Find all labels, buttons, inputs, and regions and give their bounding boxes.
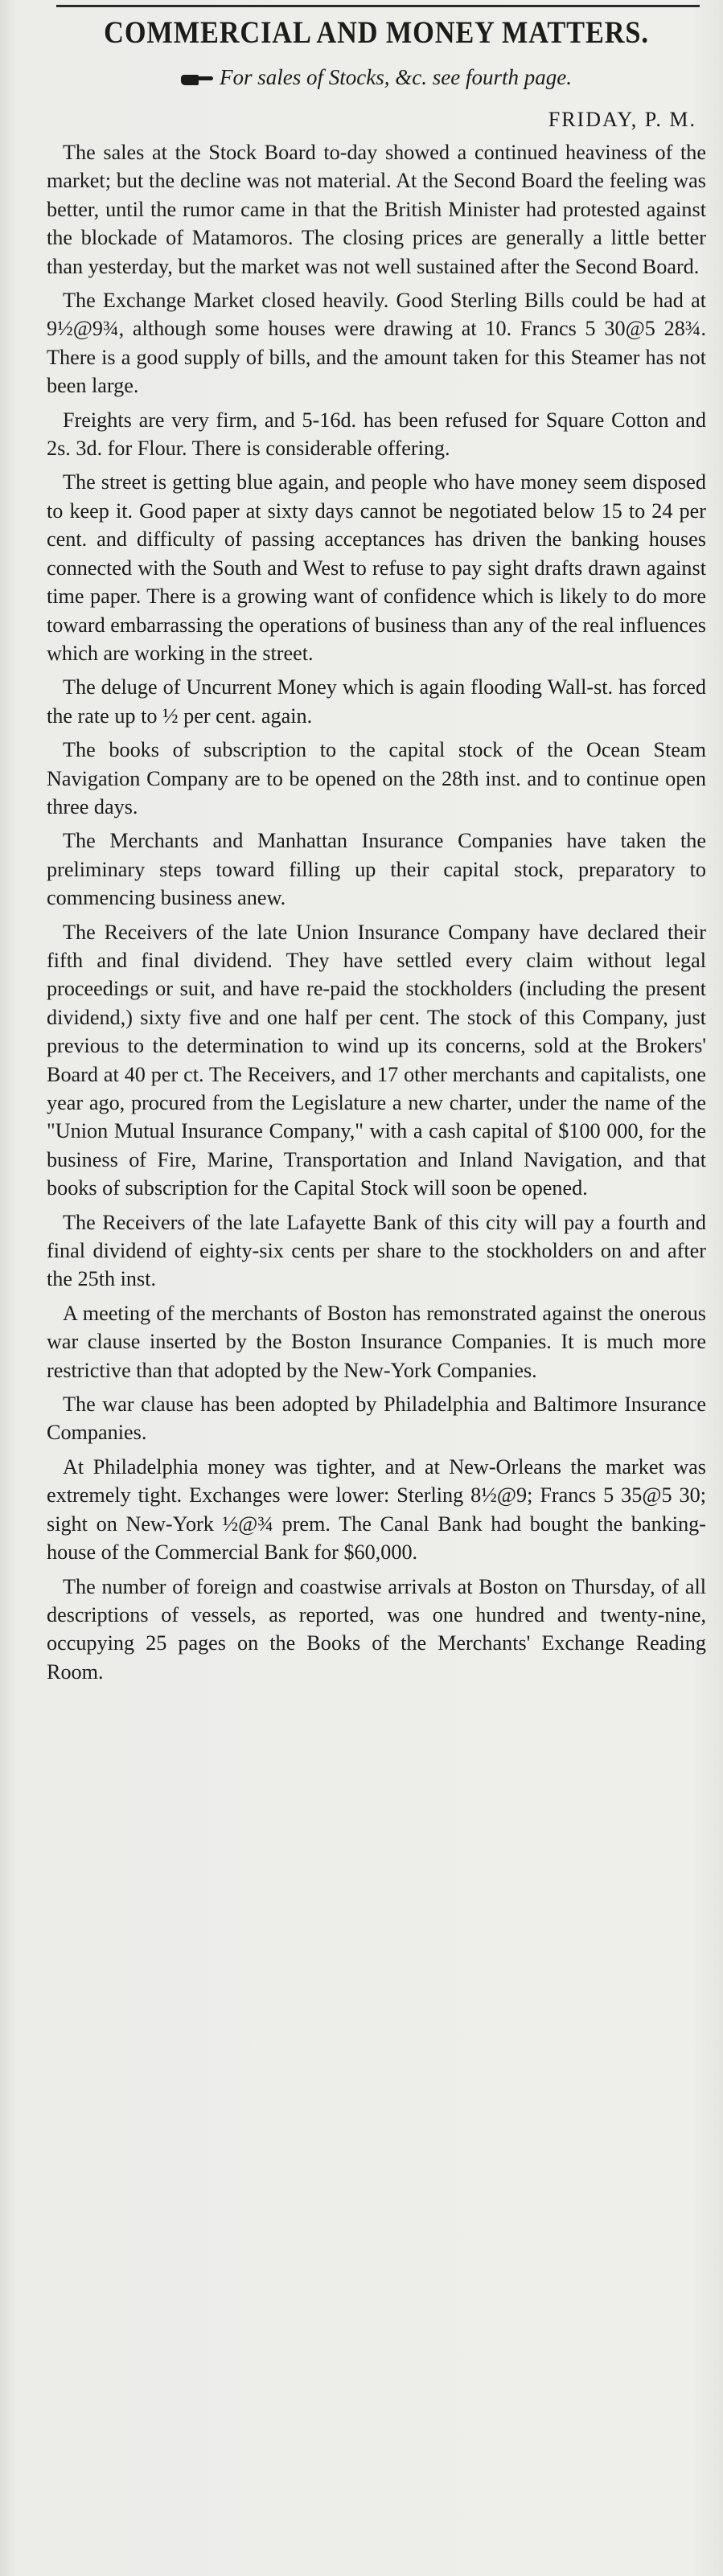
paragraph-war-clause: The war clause has been adopted by Philadelphia and Baltimore Insurance Companies. <box>47 1393 706 1445</box>
paragraph-boston-arrivals: The number of foreign and coastwise arrivals at Boston on Thursday, of all descriptions of vessels, as reported, was one hundred and twenty-nine, occupying 25 pages on the Books of the Merchants' Exchange Reading Room. <box>47 1574 706 1684</box>
reference-text: For sales of Stocks, &c. see fourth page. <box>220 65 572 89</box>
paragraph-merchants-manhattan: The Merchants and Manhattan Insurance Companies have taken the preliminary steps toward filling up their capital stock, preparatory to commencing business anew. <box>47 829 706 910</box>
paragraph-stock-board: The sales at the Stock Board to-day showed a continued heaviness of the market; but the decline was not material. At the Second Board the feeling was better, until the rumor came in that the British Minister had protested against the blockade of Matamoros. The closing prices are generally a little better than yesterday, but the market was not well sustained after the Second Board. <box>47 141 706 278</box>
paragraph-uncurrent-money: The deluge of Uncurrent Money which is again flooding Wall-st. has forced the rate up to ½ per cent. again. <box>47 675 706 728</box>
article-dateline: FRIDAY, P. M. <box>548 108 696 131</box>
article-column <box>47 14 706 1692</box>
article-headline: COMMERCIAL AND MONEY MATTERS. <box>104 15 649 50</box>
paragraph-union-insurance: The Receivers of the late Union Insurance Company have declared their fifth and final dividend. They have settled every claim without legal proceedings or suit, and have re-paid the stockholders (including the present dividend,) sixty five and one half per cent. The stock of this Company, just previous to the determination to wind up its concerns, sold at the Brokers' Board at 40 per ct. The Receivers, and 17 other merchants and capitalists, one year ago, procured from the Legislature a new charter, under the name of the "Union Mutual Insurance Company," with a cash capital of $100 000, for the business of Fire, Marine, Transportation and Inland Navigation, and that books of subscription for the Capital Stock will soon be opened. <box>47 920 706 1200</box>
paragraph-lafayette-bank: The Receivers of the late Lafayette Bank of this city will pay a fourth and final dividend of eighty-six cents per share to the stockholders on and after the 25th inst. <box>47 1210 706 1291</box>
paragraph-exchange-market: The Exchange Market closed heavily. Good Sterling Bills could be had at 9½@9¾, although some houses were drawing at 10. Francs 5 30@5 28¾. There is a good supply of bills, and the amount taken for this Steamer has not been large. <box>47 289 706 398</box>
paragraph-freights: Freights are very firm, and 5-16d. has been refused for Square Cotton and 2s. 3d. for Flour. There is considerable offering. <box>47 408 706 461</box>
paragraph-ocean-steam: The books of subscription to the capital stock of the Ocean Steam Navigation Company are to be opened on the 28th inst. and to continue open three days. <box>47 738 706 818</box>
column-top-rule <box>56 5 700 7</box>
stock-sales-reference <box>47 65 706 90</box>
paragraph-boston-meeting: A meeting of the merchants of Boston has remonstrated against the onerous war clause inserted by the Boston Insurance Companies. It is much more restrictive than that adopted by the New-York Companies. <box>47 1301 706 1382</box>
paragraph-money-street: The street is getting blue again, and people who have money seem disposed to keep it. Good paper at sixty days cannot be negotiated below 15 to 24 per cent. and difficulty of passing acceptances has driven the banking houses connected with the South and West to refuse to pay sight drafts drawn against time paper. There is a growing want of confidence which is likely to do more toward embarrassing the operations of business than any of the real influences which are working in the street. <box>47 470 706 665</box>
pointing-hand-icon <box>181 72 213 88</box>
paragraph-philadelphia: At Philadelphia money was tighter, and at New-Orleans the market was extremely tight. Exchanges were lower: Sterling 8½@9; Francs 5 35@5 30; sight on New-York ½@¾ prem. The Canal Bank had bought the banking-house of the Commercial Bank for $60,000. <box>47 1454 706 1565</box>
